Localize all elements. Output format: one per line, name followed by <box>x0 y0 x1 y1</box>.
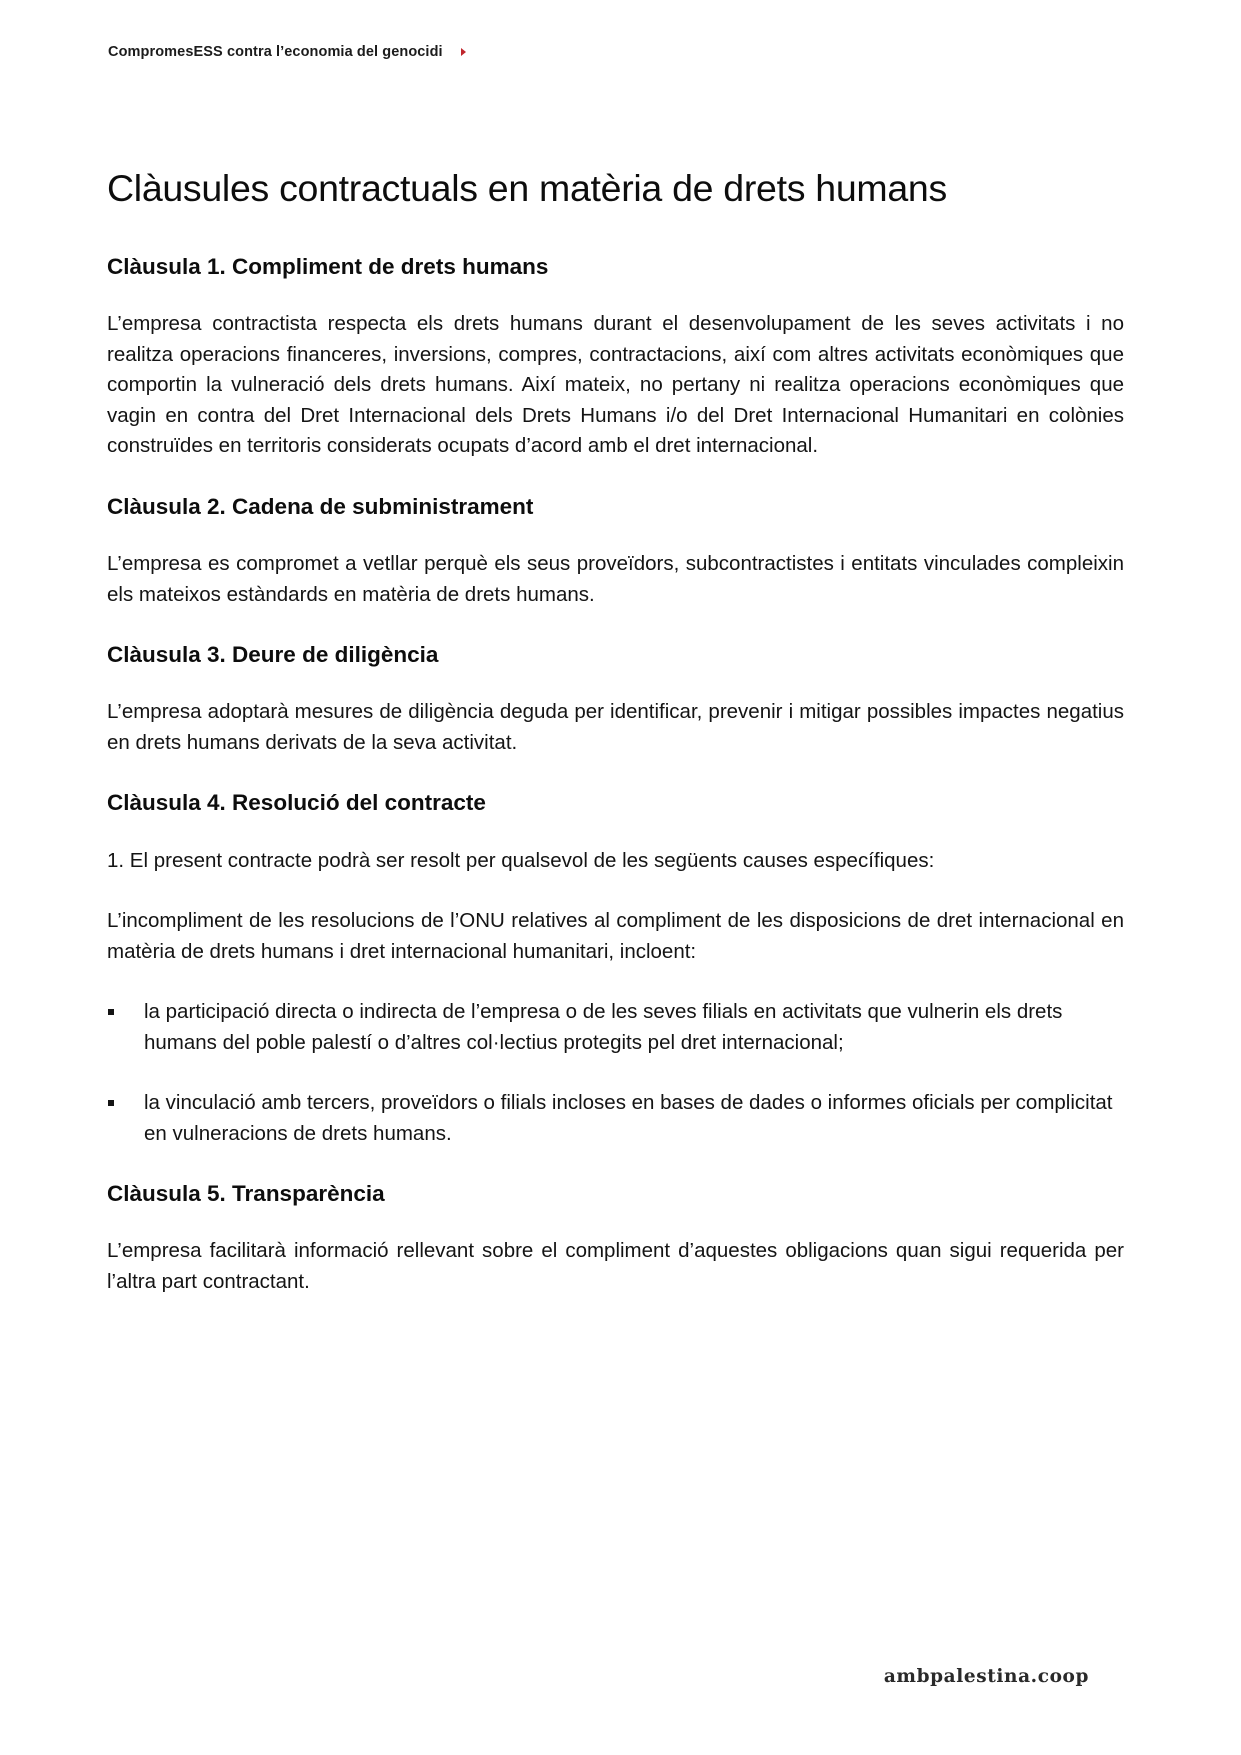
clause-1 <box>107 252 1124 462</box>
list-item-text: la participació directa o indirecta de l’empresa o de les seves filials en activitats que vulnerin els drets humans del poble palestí o d’altres col·lectius protegits pel dret internacional; <box>144 1000 1063 1054</box>
document-body <box>107 166 1124 1327</box>
square-bullet-icon <box>108 1100 114 1106</box>
clause-paragraph: 1. El present contracte podrà ser resolt per qualsevol de les següents causes específiques: <box>107 848 935 872</box>
bullet-list <box>107 997 1124 1149</box>
clause-paragraph: L’empresa adoptarà mesures de diligència deguda per identificar, prevenir i mitigar possibles impactes negatius en drets humans derivats de la seva activitat. <box>107 700 1124 754</box>
footer-website: ambpalestina.coop <box>883 1666 1089 1687</box>
clause-paragraph: L’empresa contractista respecta els drets humans durant el desenvolupament de les seves activitats i no realitza operacions financeres, inversions, compres, contractacions, així com altres activitats econòmiques que comportin la vulneració dels drets humans. Així mateix, no pertany ni realitza operacions econòmiques que vagin en contra del Dret Internacional dels Drets Humans i/o del Dret Internacional Humanitari en colònies construïdes en territoris considerats ocupats d’acord amb el dret internacional. <box>107 312 1124 458</box>
square-bullet-icon <box>108 1009 114 1015</box>
page-title: Clàusules contractuals en matèria de drets humans <box>107 167 947 209</box>
clause-5 <box>107 1179 1124 1297</box>
clause-3 <box>107 640 1124 758</box>
clause-heading: Clàusula 3. Deure de diligència <box>107 642 439 667</box>
breadcrumb[interactable] <box>108 44 466 60</box>
clause-paragraph: L’empresa es compromet a vetllar perquè els seus proveïdors, subcontractistes i entitats vinculades compleixin els mateixos estàndards en matèria de drets humans. <box>107 552 1124 606</box>
clause-heading: Clàusula 4. Resolució del contracte <box>107 790 486 816</box>
clause-heading: Clàusula 1. Compliment de drets humans <box>107 254 549 279</box>
clause-paragraph: L’empresa facilitarà informació rellevant sobre el compliment d’aquestes obligacions quan sigui requerida per l’altra part contractant. <box>107 1239 1124 1293</box>
clause-heading: Clàusula 2. Cadena de subministrament <box>107 493 534 519</box>
clause-2 <box>107 492 1124 610</box>
caret-right-icon <box>461 48 466 56</box>
list-item <box>107 997 1124 1058</box>
list-item-text: la vinculació amb tercers, proveïdors o filials incloses en bases de dades o informes oficials per complicitat en vulneracions de drets humans. <box>144 1091 1113 1145</box>
breadcrumb-label[interactable]: CompromesESS contra l’economia del genocidi <box>108 44 443 60</box>
clause-heading: Clàusula 5. Transparència <box>107 1181 385 1206</box>
list-item <box>107 1088 1124 1149</box>
clause-paragraph: L’incompliment de les resolucions de l’ONU relatives al compliment de les disposicions de dret internacional en matèria de drets humans i dret internacional humanitari, incloent: <box>107 909 1124 963</box>
clause-4 <box>107 788 1124 1149</box>
